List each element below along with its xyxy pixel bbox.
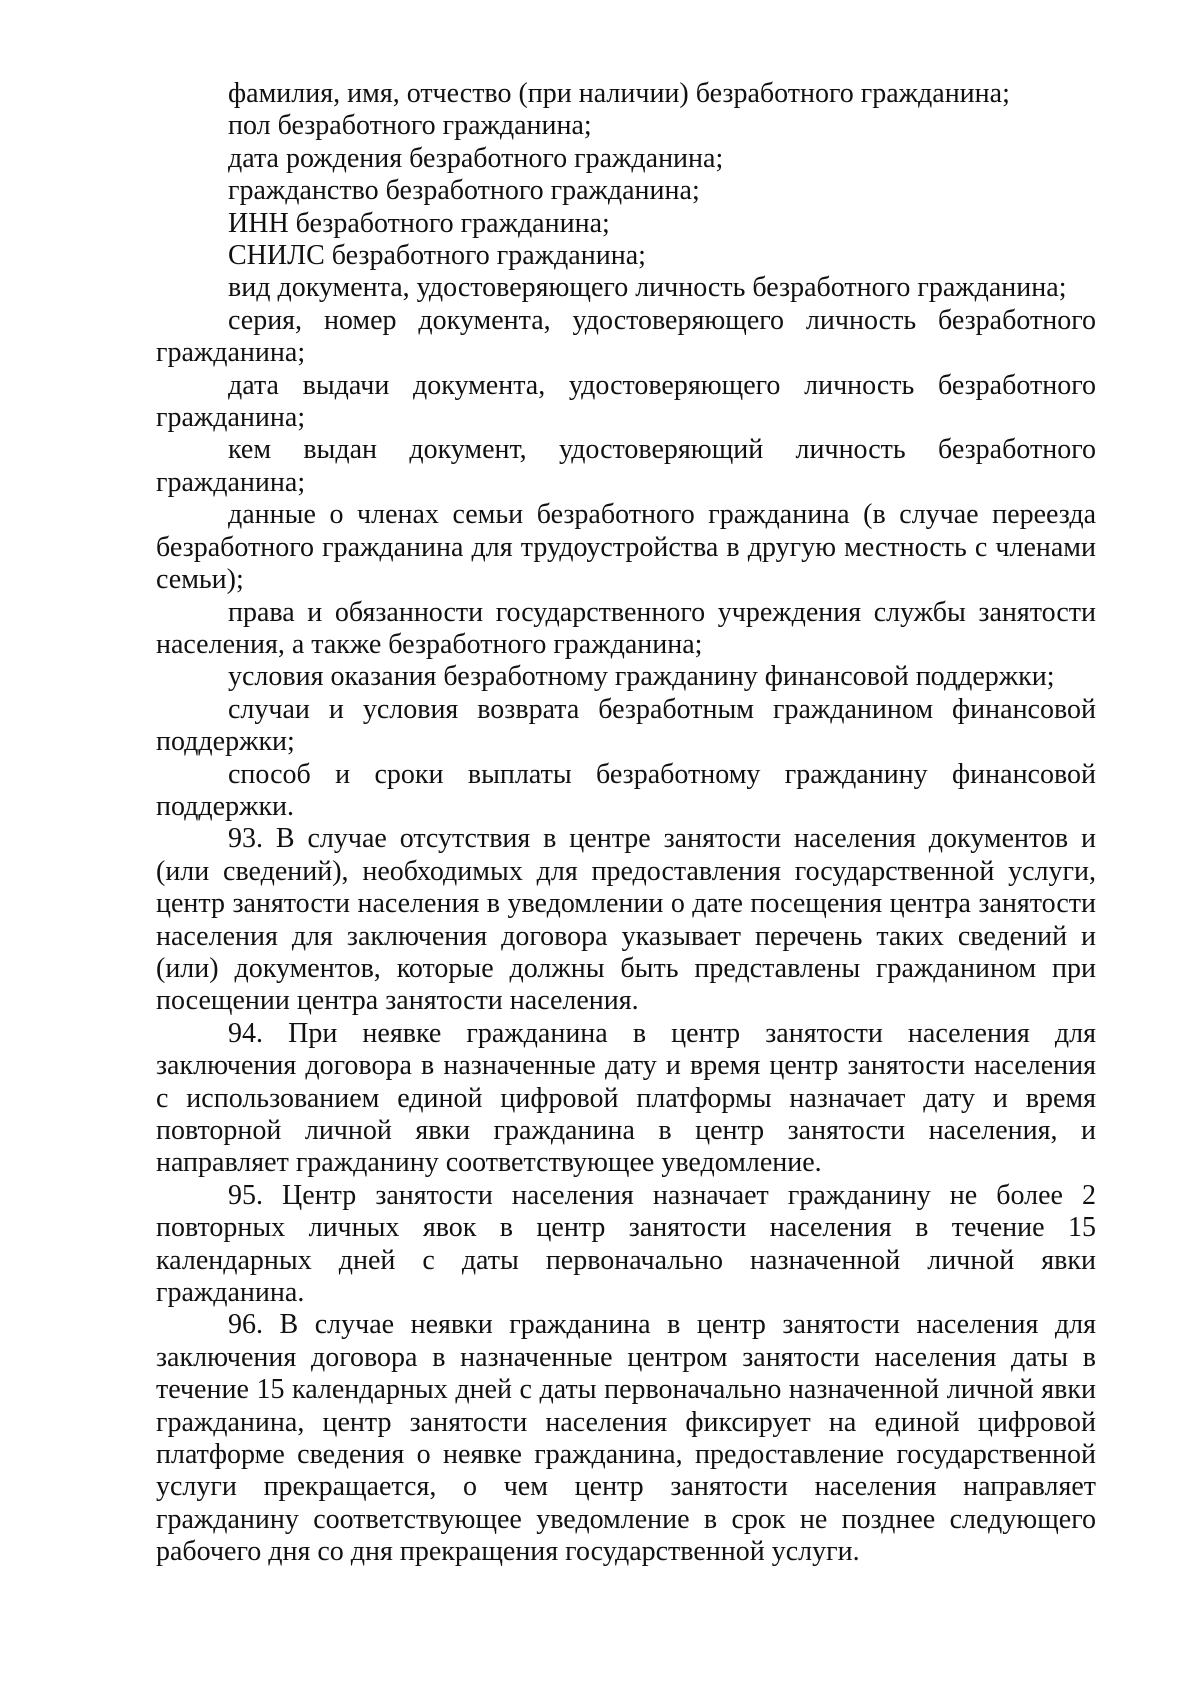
paragraph-95: 95. Центр занятости населения назначает гражданину не более 2 повторных личных явок в центр занятости населения в течение 15 календарных дней с даты первоначально назначенной личной явки гражданина. [156, 1179, 1096, 1309]
paragraph-sex: пол безработного гражданина; [228, 110, 592, 142]
paragraph-snils: СНИЛС безработного гражданина; [228, 240, 646, 272]
paragraph-inn: ИНН безработного гражданина; [228, 207, 610, 239]
paragraph-id-document-issuer: кем выдан документ, удостоверяющий личность безработного гражданина; [156, 434, 1096, 498]
paragraph-96: 96. В случае неявки гражданина в центр занятости населения для заключения договора в назначенные центром занятости населения даты в течение 15 календарных дней с даты первоначально назначенной личной явки гражданина, центр занятости населения фиксирует на единой цифровой платформе сведения о неявке гражданина, предоставление государственной услуги прекращается, о чем центр занятости населения направляет гражданину соответствующее уведомление в срок не позднее следующего рабочего дня со дня прекращения государственной услуги. [156, 1309, 1096, 1568]
paragraph-93: 93. В случае отсутствия в центре занятости населения документов и (или сведений), необходимых для предоставления государственной услуги, центр занятости населения в уведомлении о дате посещения центра занятости населения для заключения договора указывает перечень таких сведений и (или) документов, которые должны быть представлены гражданином при посещении центра занятости населения. [156, 823, 1096, 1017]
paragraph-rights-duties: права и обязанности государственного учреждения службы занятости населения, а также безработного гражданина; [156, 596, 1096, 660]
paragraph-support-conditions: условия оказания безработному гражданину финансовой поддержки; [228, 661, 1055, 693]
paragraph-citizenship: гражданство безработного гражданина; [228, 175, 700, 207]
paragraph-family-members: данные о членах семьи безработного гражданина (в случае переезда безработного гражданина для трудоустройства в другую местность с членами семьи); [156, 499, 1096, 596]
paragraph-support-return: случаи и условия возврата безработным гражданином финансовой поддержки; [156, 693, 1096, 758]
paragraph-id-document-issue-date: дата выдачи документа, удостоверяющего личность безработного гражданина; [156, 369, 1096, 434]
paragraph-id-document-number: серия, номер документа, удостоверяющего личность безработного гражданина; [156, 304, 1096, 369]
paragraph-support-payment: способ и сроки выплаты безработному гражданину финансовой поддержки. [156, 758, 1096, 822]
paragraph-94: 94. При неявке гражданина в центр занятости населения для заключения договора в назначенные дату и время центр занятости населения с использованием единой цифровой платформы назначает дату и время повторной личной явки гражданина в центр занятости населения, и направляет гражданину соответствующее уведомление. [156, 1017, 1096, 1179]
paragraph-id-document-type: вид документа, удостоверяющего личность безработного гражданина; [228, 272, 1067, 304]
document-body [156, 78, 1096, 1569]
paragraph-full-name: фамилия, имя, отчество (при наличии) безработного гражданина; [228, 78, 1010, 109]
paragraph-birth-date: дата рождения безработного гражданина; [228, 142, 724, 174]
